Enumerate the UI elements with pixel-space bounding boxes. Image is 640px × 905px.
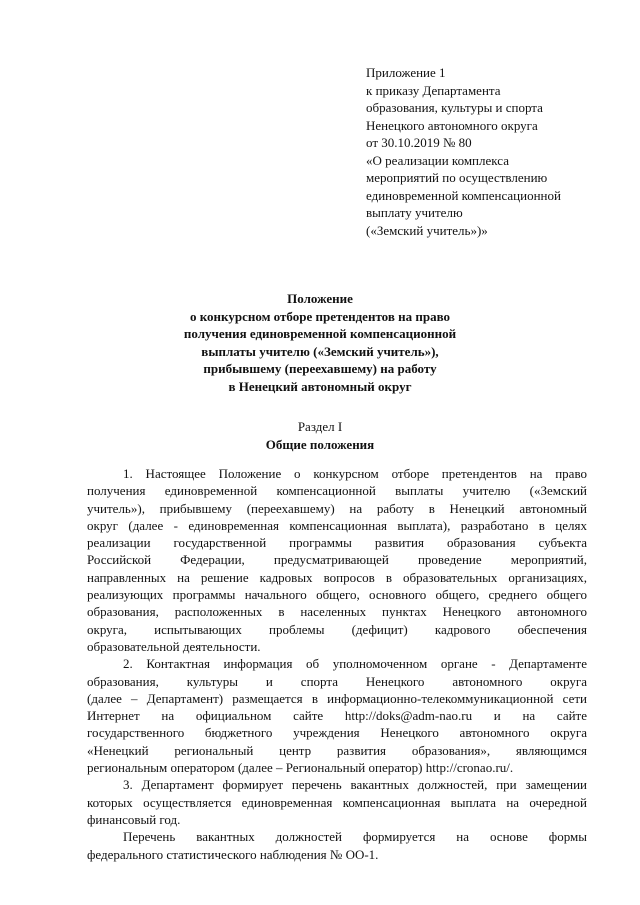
paragraph-line: образования, расположенных в населенных пунктах Ненецкого автономного: [87, 604, 587, 620]
paragraph-line: округ (далее - единовременная компенсационная выплата), разработано в целях: [87, 517, 587, 533]
appendix-line: от 30.10.2019 № 80: [366, 135, 472, 150]
appendix-line: («Земский учитель»)»: [366, 222, 488, 238]
appendix-line: Приложение 1: [366, 65, 446, 80]
appendix-line: единовременной компенсационной: [366, 187, 561, 203]
paragraph: [87, 776, 587, 828]
appendix-line: выплату учителю: [366, 205, 463, 220]
paragraph-line: финансовый год.: [87, 811, 181, 827]
paragraph-line: 2. Контактная информация об уполномоченном органе - Департаменте: [123, 656, 587, 672]
appendix-line: мероприятий по осуществлению: [366, 170, 548, 185]
appendix-line: «О реализации комплекса: [366, 152, 509, 168]
section-number: Раздел I: [297, 419, 343, 434]
paragraph-line: федерального статистического наблюдения № ОО-1.: [87, 846, 379, 862]
paragraph-line: государственного бюджетного учреждения Ненецкого автономного округа: [87, 725, 587, 741]
body-text: [87, 465, 587, 863]
title-line: в Ненецкий автономный округ: [228, 378, 412, 394]
paragraph-line: направленных на решение кадровых вопросов в образовательных организациях,: [87, 569, 587, 585]
paragraph: [87, 828, 587, 863]
appendix-block: [366, 64, 626, 239]
title-line: выплаты учителю («Земский учитель»),: [201, 343, 439, 359]
paragraph-line: 3. Департамент формирует перечень вакантных должностей, при замещении: [123, 777, 587, 793]
paragraph-line: реализующих программы начального общего, основного общего, среднего общего: [87, 587, 587, 603]
appendix-line: Ненецкого автономного округа: [366, 117, 538, 133]
paragraph-line: региональным оператором (далее – Региональный оператор) http://cronao.ru/.: [87, 760, 514, 776]
paragraph-line: «Ненецкий региональный центр развития образования», являющимся: [87, 742, 587, 758]
appendix-line: к приказу Департамента: [366, 82, 501, 98]
paragraph-line: Перечень вакантных должностей формируется на основе формы: [123, 829, 587, 845]
paragraph-line: Интернет на официальном сайте http://doks@adm-nao.ru и на сайте: [87, 708, 587, 724]
paragraph-line: образовательной деятельности.: [87, 638, 261, 654]
paragraph-line: 1. Настоящее Положение о конкурсном отборе претендентов на право: [123, 466, 587, 481]
paragraph-line: которых осуществляется единовременная компенсационная выплата на очередной: [87, 794, 587, 810]
paragraph-line: округа, испытывающих проблемы (дефицит) кадрового обеспечения: [87, 621, 587, 637]
title-line: получения единовременной компенсационной: [183, 326, 457, 341]
paragraph-line: (далее – Департамент) размещается в информационно-телекоммуникационной сети: [87, 690, 587, 706]
document-title: [0, 290, 640, 395]
paragraph-line: Российской Федерации, предусматривающей проведение мероприятий,: [87, 552, 587, 568]
title-line: о конкурсном отборе претендентов на право: [189, 308, 451, 324]
title-line: прибывшему (переехавшему) на работу: [203, 361, 437, 376]
section-header: [0, 418, 640, 453]
paragraph-line: учитель»), прибывшему (переехавшему) на работу в Ненецкий автономный: [87, 500, 587, 516]
title-line: Положение: [287, 291, 353, 306]
appendix-line: образования, культуры и спорта: [366, 100, 543, 115]
paragraph-line: образования, культуры и спорта Ненецкого автономного округа: [87, 673, 587, 689]
paragraph: [87, 655, 587, 776]
section-title: Общие положения: [265, 436, 375, 452]
paragraph-line: получения единовременной компенсационной выплаты учителю («Земский: [87, 483, 587, 499]
paragraph: [87, 465, 587, 655]
paragraph-line: реализации государственной программы развития образования субъекта: [87, 535, 587, 551]
